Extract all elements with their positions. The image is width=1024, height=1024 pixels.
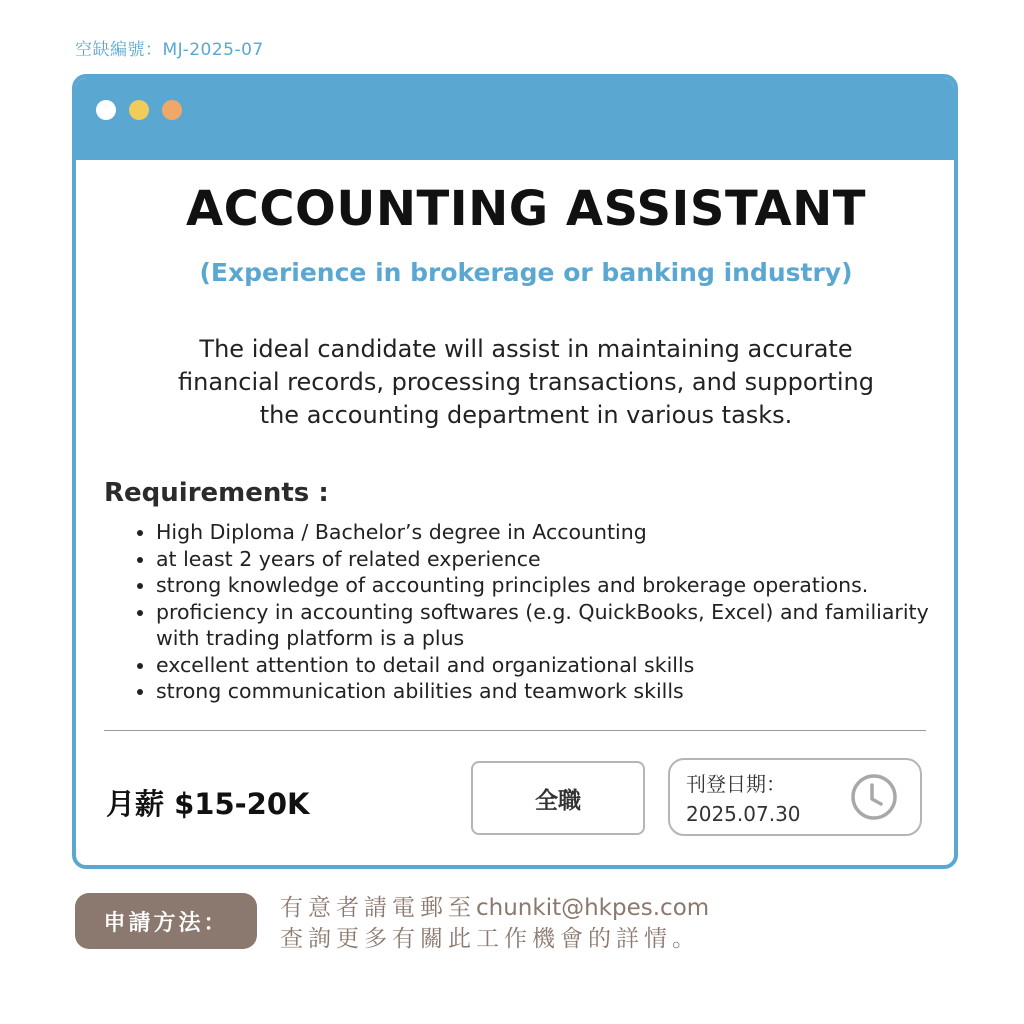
apply-instructions [280, 893, 709, 955]
apply-line-1-prefix: 有意者請電郵至 [280, 895, 476, 921]
requirements-heading: Requirements : [104, 478, 329, 508]
clock-icon [850, 773, 898, 821]
vacancy-reference: 空缺編號：MJ-2025-07 [75, 40, 264, 60]
job-title: ACCOUNTING ASSISTANT [185, 181, 867, 237]
salary-text: 月薪 $15-20K [106, 787, 310, 821]
window-titlebar [76, 78, 954, 160]
job-type-label: 全職 [535, 787, 581, 814]
apply-line-1 [280, 893, 709, 924]
apply-line-2: 查詢更多有關此工作機會的詳情。 [280, 926, 700, 952]
window-dot-white [96, 100, 116, 120]
section-divider [104, 730, 926, 731]
description-line: financial records, processing transactions, and supporting [178, 368, 874, 396]
requirements-list [104, 519, 944, 705]
requirement-item: • excellent attention to detail and organizational skills [156, 652, 944, 679]
post-date-box [668, 758, 922, 836]
contact-email-link[interactable]: chunkit@hkpes.com [476, 895, 710, 921]
apply-method-label: 申請方法： [103, 910, 229, 936]
job-card-window [72, 74, 958, 869]
post-date-label: 刊登日期： [686, 772, 786, 796]
job-subtitle: (Experience in brokerage or banking industry) [199, 258, 853, 287]
description-line: The ideal candidate will assist in maintaining accurate [199, 335, 853, 363]
requirement-item: • strong communication abilities and teamwork skills [156, 678, 944, 705]
requirement-item: • proficiency in accounting softwares (e.g. QuickBooks, Excel) and familiarity with trading platform is a plus [156, 599, 944, 652]
window-dot-orange [162, 100, 182, 120]
requirement-item: • strong knowledge of accounting principles and brokerage operations. [156, 572, 944, 599]
requirement-item: • High Diploma / Bachelor’s degree in Accounting [156, 519, 944, 546]
requirement-item: • at least 2 years of related experience [156, 546, 944, 573]
window-dot-yellow [129, 100, 149, 120]
apply-method-badge [75, 893, 257, 949]
job-description [106, 333, 946, 432]
description-line: the accounting department in various tasks. [259, 401, 793, 429]
post-date-value: 2025.07.30 [686, 802, 801, 826]
job-type-badge [471, 761, 645, 835]
